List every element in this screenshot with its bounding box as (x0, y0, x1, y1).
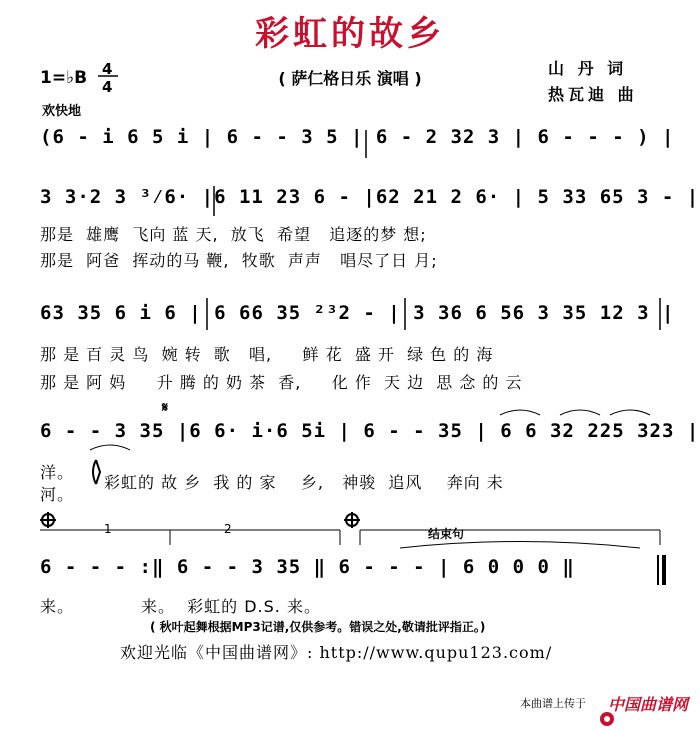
score-row-3-lyrics-2: 那 是 阿 妈 升 腾 的 奶 茶 香, 化 作 天 边 思 念 的 云 (40, 373, 523, 392)
score-row-4-ending-1: 洋。 (40, 463, 75, 482)
website-line: 欢迎光临《中国曲谱网》: http://www.qupu123.com/ (120, 643, 553, 662)
time-signature-bottom: 4 (102, 78, 113, 96)
score-row-4-notes: 6 - - 3 35 |6 6· i·6 5i | 6 - - 35 | 6 6 32 225 323 | (40, 420, 700, 442)
score-row-2-lyrics-1: 那是 雄鹰 飞向 蓝 天, 放飞 希望 追逐的梦 想; (40, 225, 427, 244)
score-row-5-notes: 6 - - - :‖ 6 - - 3 35 ‖ 6 - - - | 6 0 0 0 ‖ (40, 556, 575, 578)
score-row-4-lyrics: 彩虹的 故 乡 我 的 家 乡, 神骏 追风 奔向 未 (104, 473, 504, 492)
score-row-3-lyrics-1: 那 是 百 灵 鸟 婉 转 歌 唱, 鲜 花 盛 开 绿 色 的 海 (40, 345, 494, 364)
score-row-3-notes: 63 35 6 i 6 | 6 66 35 ²³2 - | 3 36 6 56 3 35 12 3 | (40, 302, 675, 324)
segno-icon: 𝄋 (162, 400, 169, 416)
score-row-4-ending-2: 河。 (40, 485, 75, 504)
tempo-marking: 欢快地 (42, 104, 82, 119)
time-signature-top: 4 (102, 60, 113, 78)
upload-note: 本曲谱上传于 (520, 697, 586, 710)
transcription-note: ( 秋叶起舞根据MP3记谱,仅供参考。错误之处,敬请批评指正。) (150, 620, 486, 634)
ending-label: 结束句 (428, 527, 465, 541)
logo-icon (588, 692, 606, 708)
volta-2-label: 2 (224, 522, 232, 536)
performer-line: ( 萨仁格日乐 演唱 ) (278, 69, 422, 88)
lyricist-credit: 山 丹 词 (548, 59, 628, 78)
site-logo: 中国曲谱网 (608, 695, 689, 714)
volta-1-label: 1 (104, 522, 112, 536)
score-row-5-lyrics: 来。 来。 彩虹的 D.S. 来。 (40, 597, 321, 616)
composer-credit: 热瓦迪 曲 (548, 85, 638, 104)
score-row-1-notes: (6 - i 6 5 i | 6 - - 3 5 | 6 - 2 32 3 | 6 - - - ) | (40, 126, 675, 148)
score-row-2-lyrics-2: 那是 阿爸 挥动的马 鞭, 牧歌 声声 唱尽了日 月; (40, 251, 438, 270)
key-signature: 1=♭B (40, 68, 88, 88)
score-row-2-notes: 3 3·2 3 ³⁄6· |6 11 23 6 - |62 21 2 6· | 5 33 65 3 - | (40, 186, 700, 208)
song-title: 彩虹的故乡 (255, 14, 445, 54)
